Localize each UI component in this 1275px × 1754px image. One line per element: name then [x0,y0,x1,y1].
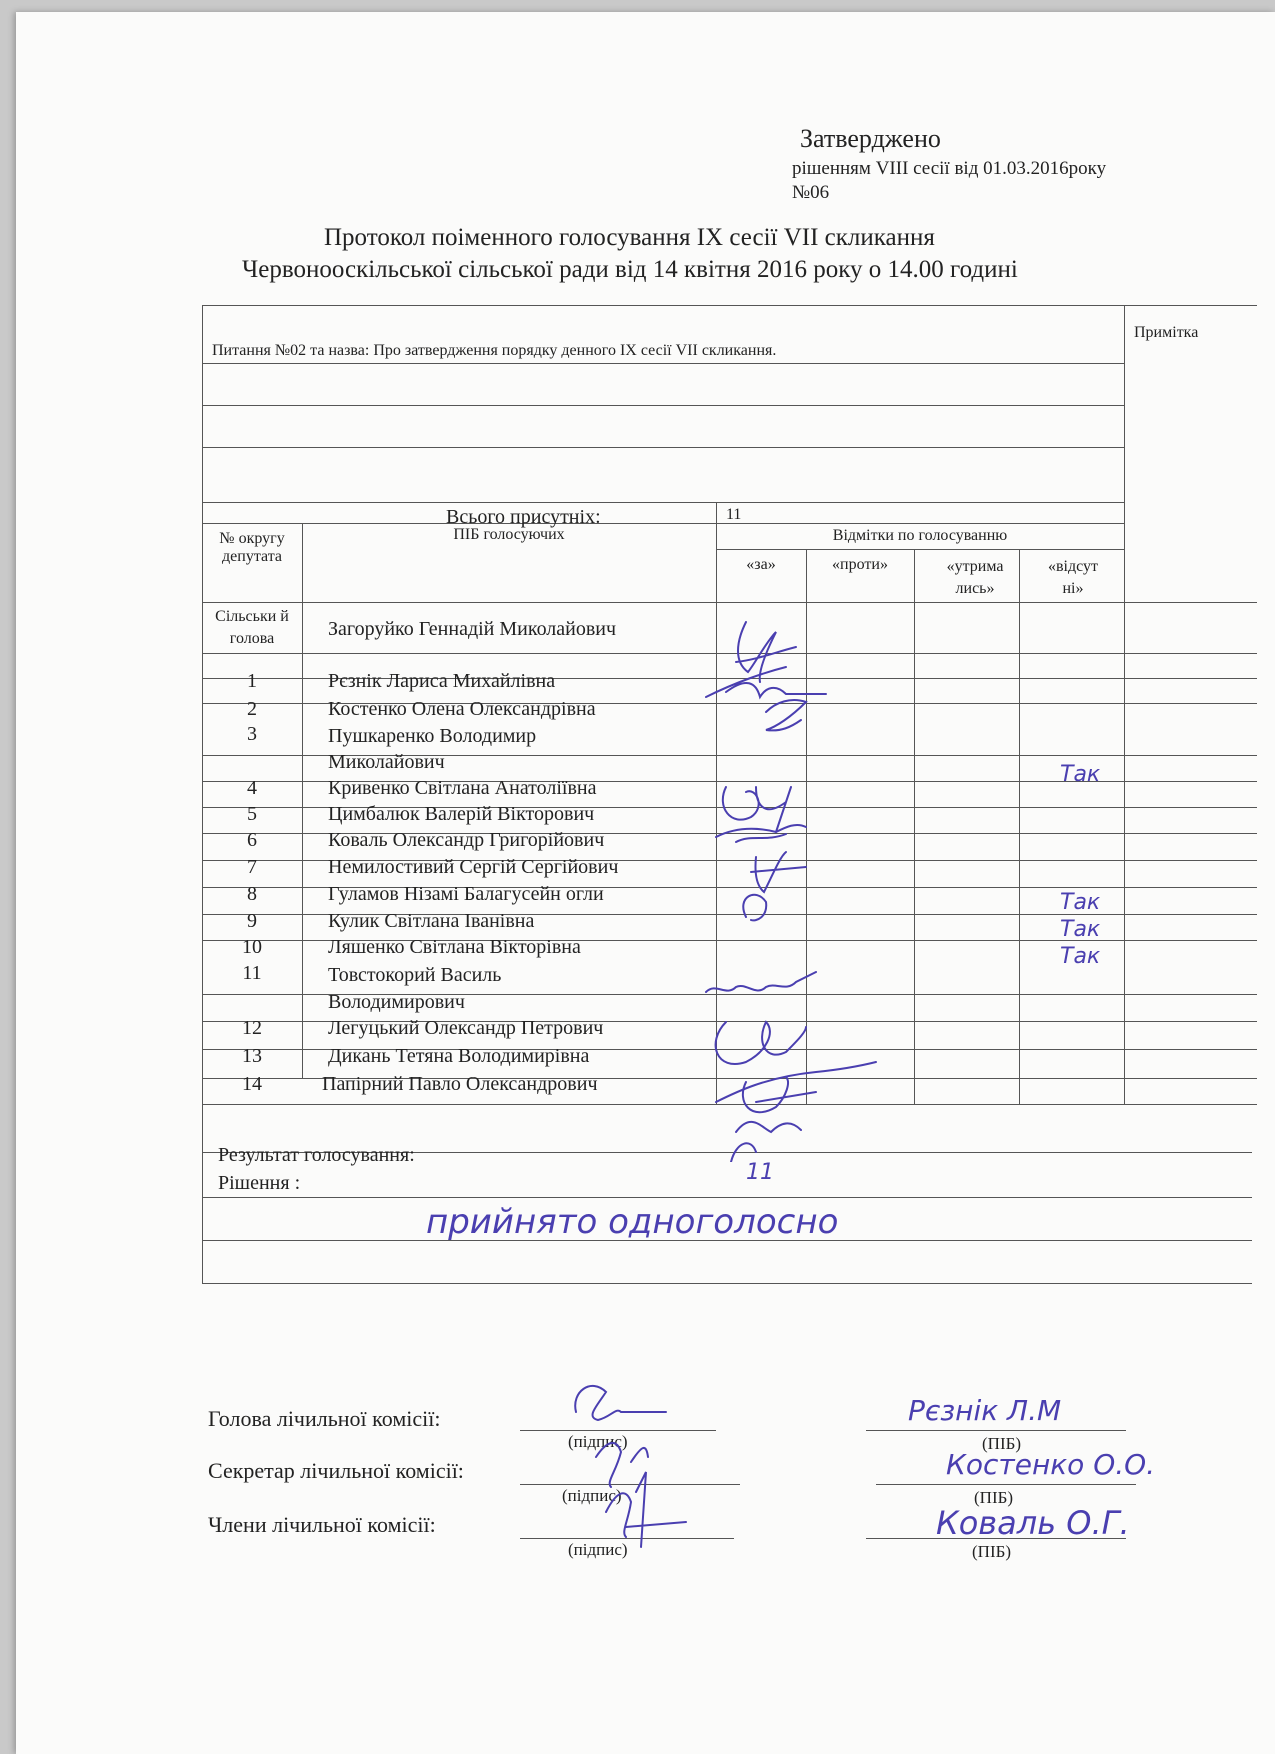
chair-label: Голова лічильної комісії: [208,1406,441,1431]
note-header: Примітка [1134,324,1199,341]
table-row-num: 1 [247,670,257,692]
table-row-num: 11 [242,962,262,984]
header-for: «за» [746,556,776,573]
header-against: «проти» [832,556,888,573]
result-label: Результат голосування: [218,1144,415,1166]
table-row-num: 14 [242,1073,262,1095]
signature-caption: (підпис) [562,1486,622,1505]
name-caption: (ПІБ) [974,1488,1014,1507]
table-row-name: Кулик Світлана Іванівна [328,910,535,932]
table-row-num: Сільськи й голова [215,608,289,647]
present-label: Всього присутніх: [446,506,601,528]
result-for-count: 11 [746,1160,774,1185]
header-district: № округу депутата [219,530,285,565]
signature-caption: (підпис) [568,1540,628,1559]
table-row-num: 10 [242,936,262,958]
table-row-name: Дикань Тетяна Володимирівна [328,1045,590,1067]
approval-title: Затверджено [800,124,941,153]
header-absent: «відсут ні» [1047,558,1099,597]
approval-number: №06 [792,182,830,203]
member-name: Коваль О.Г. [936,1504,1130,1542]
table-row-name: Рєзнік Лариса Михайлівна [328,670,556,692]
secretary-label: Секретар лічильної комісії: [208,1458,464,1483]
table-row-name: Товстокорий Василь Володимирович [328,964,502,1013]
absent-mark: Так [1060,944,1101,969]
absent-mark: Так [1060,762,1101,787]
table-row-num: 8 [247,883,257,905]
table-row-name: Пушкаренко Володимир Миколайович [328,725,537,773]
table-row-num: 3 [247,723,257,745]
present-value: 11 [726,506,742,523]
table-row-name: Ляшенко Світлана Вікторівна [328,936,581,958]
table-row-name: Немилостивий Сергій Сергійович [328,856,619,878]
chair-name: Рєзнік Л.М [908,1394,1062,1427]
vote-signatures [696,602,896,1162]
question-label: Питання №02 та назва: Про затвердження порядку денного ІХ сесії VII скликання. [212,342,777,359]
table-row-name: Легуцький Олександр Петрович [328,1017,604,1039]
signature-caption: (підпис) [568,1432,628,1451]
name-caption: (ПІБ) [972,1542,1012,1561]
commission-signatures [536,1362,716,1562]
absent-mark: Так [1060,917,1101,942]
header-abstain: «утрима лись» [946,558,1004,597]
table-row-name: Папірний Павло Олександрович [322,1073,598,1095]
table-row-num: 4 [247,777,257,799]
decision-text: прийнято одноголосно [426,1202,839,1242]
table-row-num: 5 [247,803,257,825]
table-row-num: 9 [247,910,257,932]
decision-label: Рішення : [218,1172,301,1194]
approval-line: рішенням VIII сесії від 01.03.2016року [792,158,1107,179]
table-row-name: Загоруйко Геннадій Миколайович [328,618,617,640]
protocol-title-line2: Червонооскільської сільської ради від 14 квітня 2016 року о 14.00 годині [242,256,1018,283]
document-sheet [16,12,1275,1754]
table-row-name: Костенко Олена Олександрівна [328,698,596,720]
absent-mark: Так [1060,890,1101,915]
header-name: ПІБ голосуючих [453,526,565,543]
table-row-name: Кривенко Світлана Анатоліївна [328,777,597,799]
members-label: Члени лічильної комісії: [208,1512,436,1537]
table-row-name: Коваль Олександр Григорійович [328,829,605,851]
table-row-num: 7 [247,856,257,878]
table-row-num: 13 [242,1045,262,1067]
protocol-title-line1: Протокол поіменного голосування ІХ сесії VII скликання [324,224,935,251]
table-row-num: 2 [247,698,257,720]
name-caption: (ПІБ) [982,1434,1022,1453]
table-row-num: 6 [247,829,257,851]
table-row-num: 12 [242,1017,262,1039]
header-marks: Відмітки по голосуванню [832,527,1008,544]
table-row-name: Гуламов Нізамі Балагусейн огли [328,883,604,905]
table-row-name: Цимбалюк Валерій Вікторович [328,803,595,825]
secretary-name: Костенко О.О. [946,1448,1156,1481]
